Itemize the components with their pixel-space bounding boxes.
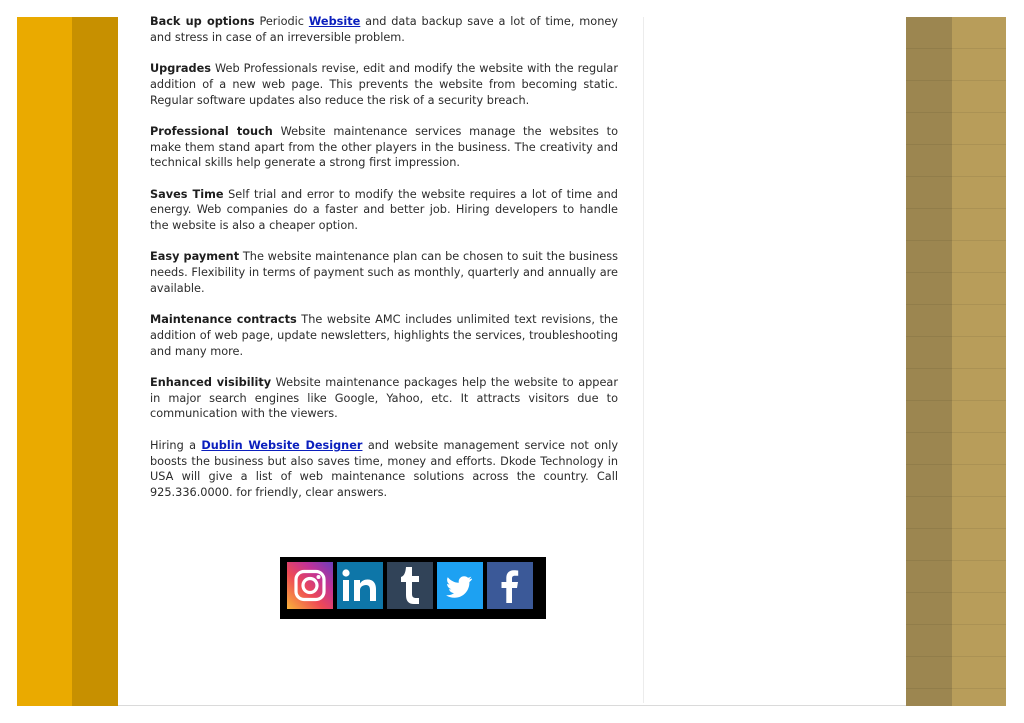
paragraph-text: and website management service not only boosts the business but also saves time, money and efforts. Dkode Technology in USA will give a list of web maintenance solutions across the country. Call 925.336.0000. for friendly, clear answers.	[150, 438, 619, 499]
right-decor-lines	[906, 17, 1006, 706]
paragraph-heading: Maintenance contracts	[150, 313, 297, 327]
paragraph-heading: Back up options	[150, 15, 255, 28]
paragraph-text: Periodic	[259, 15, 305, 28]
social-icons-bar	[280, 557, 546, 619]
page-bottom-rule	[118, 705, 906, 706]
dublin-website-designer-link[interactable]: Dublin Website Designer	[201, 438, 363, 452]
paragraph-heading: Enhanced visibility	[150, 376, 272, 390]
paragraph-back-up-options	[150, 14, 618, 45]
paragraph-text: Website maintenance services manage the websites to make them stand apart from the other players in the business. The creativity and technical skills help generate a strong first impression.	[150, 124, 618, 170]
paragraph-text: Hiring a	[150, 438, 197, 452]
paragraph-text: and data backup save a lot of time, money and stress in case of an irreversible problem.	[150, 15, 618, 44]
paragraph-closing	[150, 438, 618, 501]
paragraph-text: Web Professionals revise, edit and modify the website with the regular addition of a new web page. This prevents the website from becoming static. Regular software updates also reduce the risk of a security breach.	[150, 62, 618, 107]
paragraph-enhanced-visibility	[150, 375, 618, 422]
paragraph-heading: Professional touch	[150, 124, 273, 138]
paragraph-professional-touch	[150, 124, 618, 171]
paragraph-heading: Easy payment	[150, 250, 240, 264]
left-decor-strip-amber	[72, 17, 118, 706]
paragraph-heading: Upgrades	[150, 62, 212, 76]
paragraph-easy-payment	[150, 249, 618, 296]
website-link[interactable]: Website	[308, 15, 361, 28]
facebook-icon[interactable]	[487, 562, 533, 609]
paragraph-saves-time	[150, 187, 618, 234]
paragraph-maintenance-contracts	[150, 312, 618, 359]
paragraph-heading: Saves Time	[150, 187, 224, 201]
column-divider	[643, 17, 644, 703]
article-body	[150, 14, 618, 516]
paragraph-text: Website maintenance packages help the website to appear in major search engines like Google, Yahoo, etc. It attracts visitors due to communication with the viewers.	[150, 376, 618, 421]
paragraph-text: The website AMC includes unlimited text revisions, the addition of web page, update newsletters, highlights the services, troubleshooting and many more.	[150, 313, 618, 358]
paragraph-text: Self trial and error to modify the website requires a lot of time and energy. Web companies do a faster and better job. Hiring developers to handle the website is also a cheaper option.	[150, 187, 618, 233]
linkedin-icon[interactable]	[337, 562, 383, 609]
instagram-icon[interactable]	[287, 562, 333, 609]
twitter-icon[interactable]	[437, 562, 483, 609]
left-decor-strip-yellow	[17, 17, 72, 706]
paragraph-text: The website maintenance plan can be chosen to suit the business needs. Flexibility in terms of payment such as monthly, quarterly and annually are available.	[150, 250, 619, 295]
paragraph-upgrades	[150, 61, 618, 108]
tumblr-icon[interactable]	[387, 562, 433, 609]
